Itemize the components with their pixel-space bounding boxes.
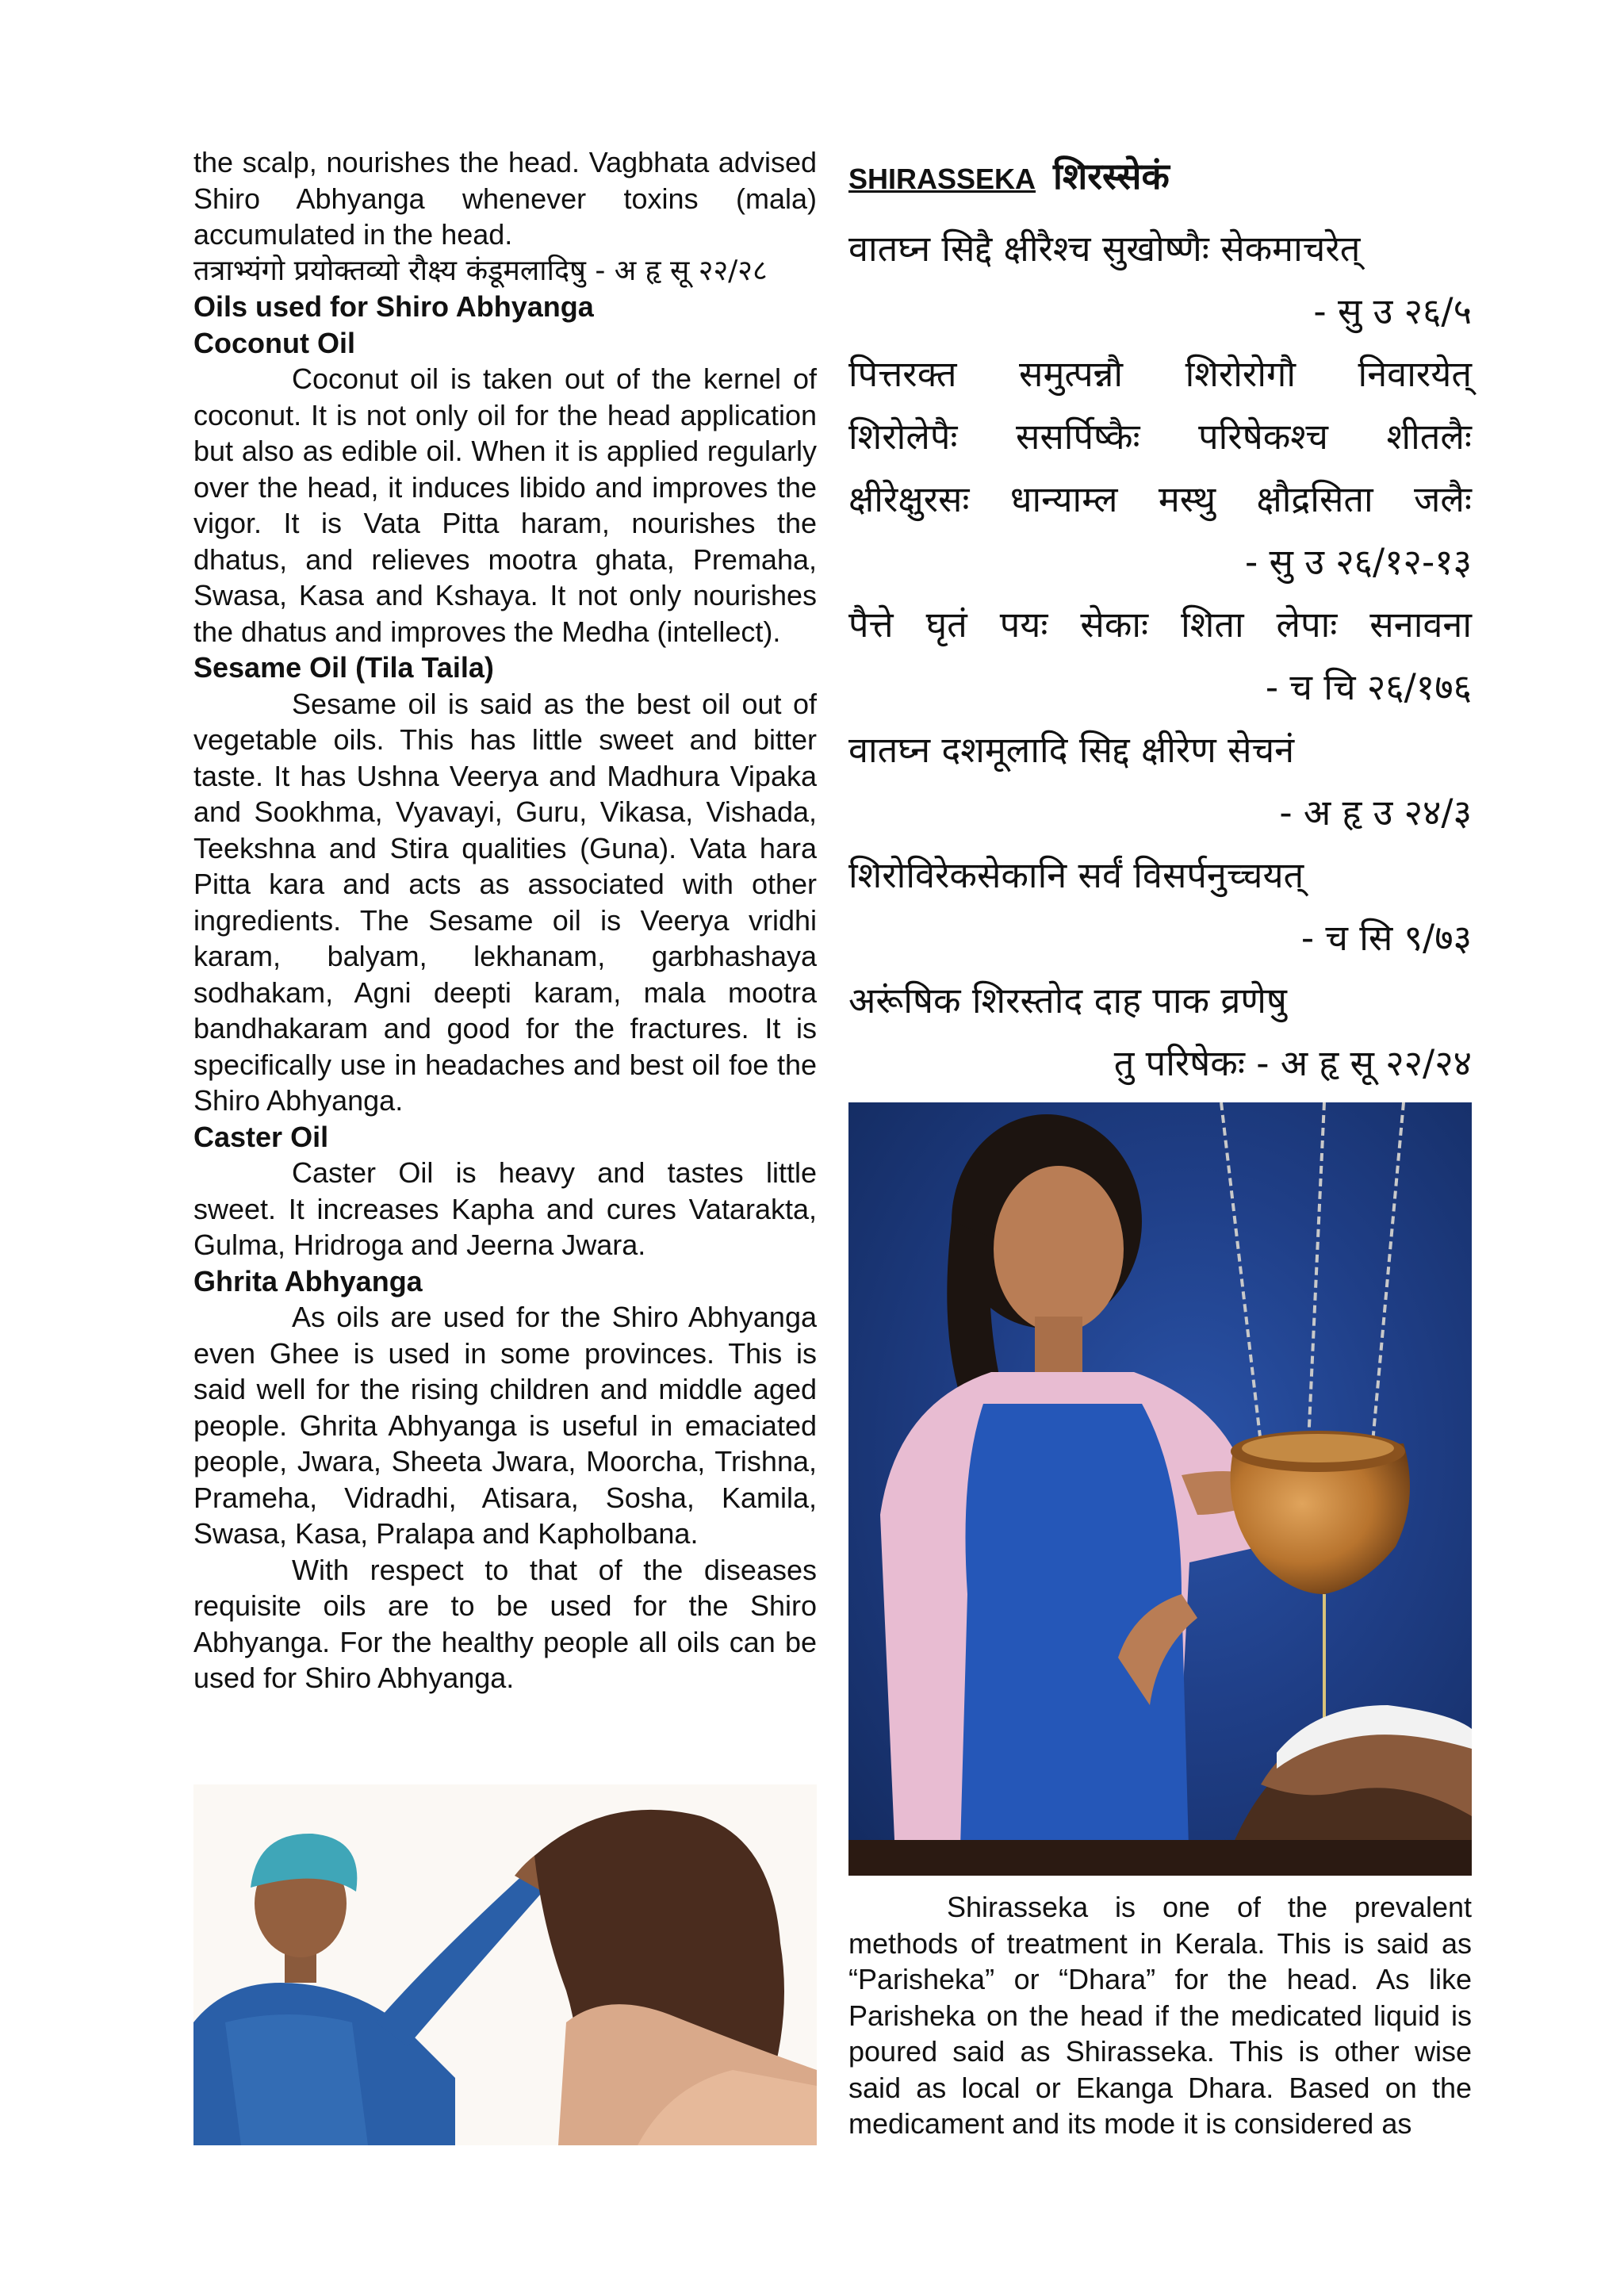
- title-devanagari: शिरस्सेकं: [1053, 155, 1170, 197]
- verse-1-ref: - सु उ २६/५: [1313, 290, 1472, 332]
- verse-5-ref: - च सि ९/७३: [1300, 917, 1472, 959]
- oils-heading: Oils used for Shiro Abhyanga: [193, 290, 594, 323]
- verse-1-line-1: वातघ्न सिद्दै क्षीरैश्च सुखोष्णैः सेकमाचरेत्: [848, 228, 1361, 270]
- verse-5-line-1: शिरोविरेकसेकानि सर्वं विसर्पनुच्चयत्: [848, 854, 1304, 896]
- verse-2-ref: - सु उ २६/१२-१३: [1244, 541, 1472, 583]
- caster-paragraph: Caster Oil is heavy and tastes little sweet. It increases Kapha and cures Vatarakta, Gulma, Hridroga and Jeerna Jwara.: [193, 1156, 817, 1261]
- caster-heading: Caster Oil: [193, 1120, 329, 1153]
- shirasseka-caption: Shirasseka is one of the prevalent methods of treatment in Kerala. This is said as “Parisheka” or “Dhara” for the head. As like Parisheka on the head if the medicated liquid is poured said as Shirasseka. This is other wise said as local or Ekanga Dhara. Based on the medicament and its mode it is considered as: [848, 1891, 1472, 2140]
- ghrita-paragraph: As oils are used for the Shiro Abhyanga even Ghee is used in some provinces. This is said well for the rising children and middle aged people. Ghrita Abhyanga is useful in emaciated people, Jwara, Sheeta Jwara, Moorcha, Trishna, Prameha, Vidradhi, Atisara, Sosha, Kamila, Swasa, Kasa, Pralapa and Kapholbana.: [193, 1301, 817, 1550]
- verse-2-line-3: क्षीरेक्षुरसः धान्याम्ल मस्थु क्षौद्रसिता जलैः: [848, 478, 1472, 520]
- verse-2-line-1: पित्तरक्त समुत्पन्नौ शिरोरोगौ निवारयेत्: [848, 353, 1472, 395]
- right-column: [848, 151, 1472, 1094]
- verse-3-line-1: पैत्ते घृतं पयः सेकाः शिता लेपाः सनावना: [848, 604, 1472, 646]
- closing-paragraph: With respect to that of the diseases requisite oils are to be used for the Shiro Abhyanga. For the healthy people all oils can be used for Shiro Abhyanga.: [193, 1553, 817, 1694]
- verse-4-ref: - अ हृ उ २४/३: [1279, 792, 1472, 834]
- ghrita-heading: Ghrita Abhyanga: [193, 1264, 423, 1297]
- coconut-heading: Coconut Oil: [193, 326, 355, 359]
- coconut-paragraph: Coconut oil is taken out of the kernel of coconut. It is not only oil for the head application but also as edible oil. When it is applied regularly over the head, it induces libido and improves the vigor. It is Vata Pitta haram, nourishes the dhatus, and relieves mootra ghata, Premaha, Swasa, Kasa and Kshaya. It not only nourishes the dhatus and improves the Medha (intellect).: [193, 362, 817, 648]
- shirasseka-photo: [848, 1102, 1472, 1876]
- shiro-abhyanga-photo: [193, 1784, 817, 2145]
- sanskrit-quote: तत्राभ्यंगो प्रयोक्तव्यो रौक्ष्य कंडूमलादिषु - अ हृ सू २२/२८: [193, 254, 768, 287]
- shirasseka-title: [848, 151, 1472, 200]
- verse-2-line-2: शिरोलेपैः ससर्पिष्कैः परिषेकश्च शीतलैः: [848, 416, 1472, 458]
- shirasseka-illustration: [848, 1102, 1472, 1876]
- shiro-abhyanga-illustration: [193, 1784, 817, 2145]
- left-column: [193, 144, 817, 1696]
- sesame-paragraph: Sesame oil is said as the best oil out of vegetable oils. This has little sweet and bitter taste. It has Ushna Veerya and Madhura Vipaka and Sookhma, Vyavayi, Guru, Vikasa, Vishada, Teekshna and Stira qualities (Guna). Vata hara Pitta kara and acts as associated with other ingredients. The Sesame oil is Veerya vridhi karam, balyam, lekhanam, garbhashaya sodhakam, Agni deepti karam, mala mootra bandhakaram and good for the fractures. It is specifically use in headaches and best oil foe the Shiro Abhyanga.: [193, 687, 817, 1117]
- verse-3-ref: - च चि २६/१७६: [1265, 666, 1472, 708]
- title-english: SHIRASSEKA: [848, 163, 1036, 195]
- verse-6-line-1: अरूंषिक शिरस्तोद दाह पाक व्रणेषु: [848, 979, 1287, 1022]
- sesame-heading: Sesame Oil (Tila Taila): [193, 651, 494, 684]
- intro-paragraph: the scalp, nourishes the head. Vagbhata advised Shiro Abhyanga whenever toxins (mala) accumulated in the head.: [193, 146, 817, 251]
- verse-4-line-1: वातघ्न दशमूलादि सिद्द क्षीरेण सेचनं: [848, 729, 1295, 771]
- verse-6-ref: तु परिषेकः - अ हृ सू २२/२४: [1113, 1042, 1472, 1084]
